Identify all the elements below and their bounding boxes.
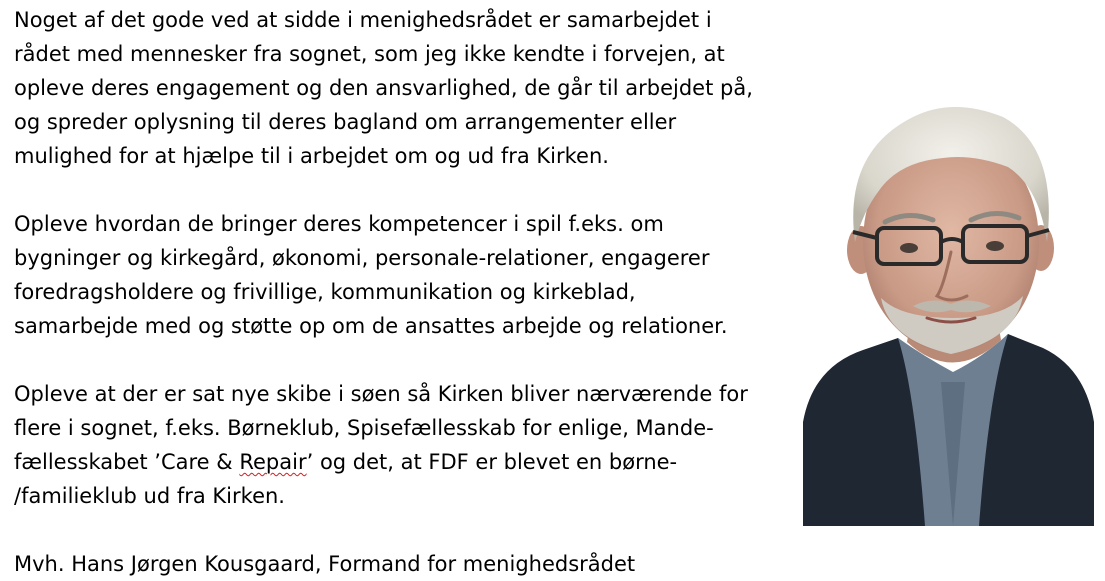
document-body xyxy=(14,3,804,581)
spellcheck-flagged-word[interactable]: Repair xyxy=(239,450,307,474)
paragraph-gap xyxy=(14,173,804,207)
paragraph-2: Opleve hvordan de bringer deres kompetencer i spil f.eks. om bygninger og kirkegård, økonomi, personale-relationer, engagerer foredragsholdere og frivillige, kommunikation og kirkeblad, samarbejde med og støtte op om de ansattes arbejde og relationer. xyxy=(14,212,728,338)
paragraph-gap xyxy=(14,513,804,547)
paragraph-1: Noget af det gode ved at sidde i menighedsrådet er samarbejdet i rådet med mennesker fra sognet, som jeg ikke kendte i forvejen, at opleve deres engagement og den ansvarlighed, de går til arbejdet på, og spreder oplysning til deres bagland om arrangementer eller mulighed for at hjælpe til i arbejdet om og ud fra Kirken. xyxy=(14,8,753,168)
paragraph-3-end: ’ og det, at FDF er blevet en børne- /familieklub ud fra Kirken. xyxy=(14,450,678,508)
paragraph-gap xyxy=(14,343,804,377)
portrait-photo xyxy=(803,92,1094,526)
signature: Mvh. Hans Jørgen Kousgaard, Formand for menighedsrådet xyxy=(14,552,636,576)
paragraph-3-start: Opleve at der er sat nye skibe i søen så Kirken bliver nærværende for flere i sognet, f.eks. Børneklub, Spisefællesskab for enlige, Mande- fællesskabet ’Care & xyxy=(14,382,748,474)
paragraph-3 xyxy=(14,377,804,513)
portrait-illustration xyxy=(803,92,1094,526)
